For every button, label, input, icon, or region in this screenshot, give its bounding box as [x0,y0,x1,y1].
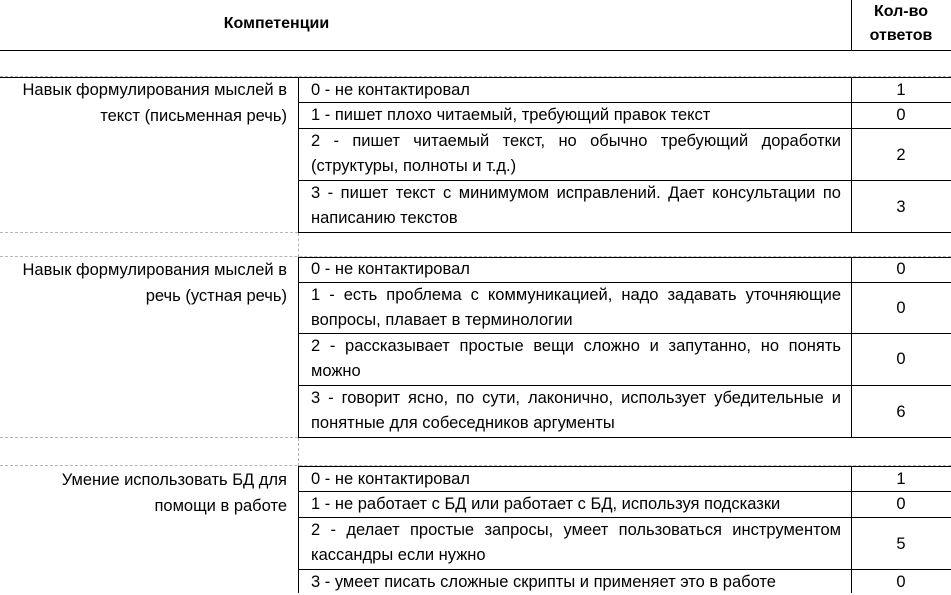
competency-label: Навык формулирования мыслей в речь (устная речь) [22,261,287,305]
answer-count: 0 [896,105,906,124]
competency-label: Навык формулирования мыслей в текст (письменная речь) [22,81,287,125]
level-description: 3 - говорит ясно, по сути, лаконично, использует убедительные и понятные для собеседников аргументы [311,389,841,432]
level-description: 1 - не работает с БД или работает с БД, используя подсказки [311,495,781,513]
row-border [298,569,951,570]
column-border [851,466,852,593]
level-description: 1 - пишет плохо читаемый, требующий правок текст [311,106,711,124]
header-competencies-label: Компетенции [223,15,330,32]
header-count-line2: ответов [869,27,933,44]
row-border [298,102,951,103]
row-border [298,466,951,467]
row-border [298,232,951,233]
level-description: 1 - есть проблема с коммуникацией, надо задавать уточняющие вопросы, плавает в терминологии [311,286,841,329]
answer-count: 0 [896,494,906,513]
level-description: 2 - пишет читаемый текст, но обычно требующий доработки (структуры, полноты и т.д.) [311,132,841,175]
header-answer-count [851,0,951,50]
column-border [298,257,299,438]
level-description: 0 - не контактировал [311,260,470,278]
answer-count: 0 [896,260,906,278]
level-description: 0 - не контактировал [311,470,470,488]
column-border [851,0,852,51]
answer-count: 6 [896,402,906,421]
level-description: 2 - рассказывает простые вещи сложно и запутанно, но понять можно [311,337,841,380]
level-description: 3 - пишет текст с минимумом исправлений. Дает консультации по написанию текстов [311,184,841,227]
answer-count: 0 [896,298,906,317]
answer-count: 1 [896,80,906,99]
row-border [298,491,951,492]
row-border [298,282,951,283]
spacer-gridline [298,438,299,466]
answer-count: 1 [896,469,906,488]
header-competencies [0,12,553,38]
column-border [298,77,299,233]
row-border [298,257,951,258]
row-border [298,77,951,78]
answer-count: 5 [896,534,906,553]
column-border [851,257,852,438]
row-border [298,437,951,438]
row-border [298,333,951,334]
answer-count: 3 [896,197,906,216]
column-border [851,77,852,233]
row-border [298,180,951,181]
row-border [298,385,951,386]
answer-count: 0 [896,350,906,368]
answer-count: 0 [896,572,906,591]
spacer-gridline [298,233,299,257]
row-border [298,517,951,518]
competency-label: Умение использовать БД для помощи в работе [61,471,287,515]
header-bottom-border [0,50,951,51]
level-description: 2 - делает простые запросы, умеет пользоваться инструментом кассандры если нужно [311,521,841,564]
spacer-gridline [0,437,298,438]
answer-count: 2 [896,145,906,164]
level-description: 0 - не контактировал [311,81,470,99]
section-top-border [0,77,298,78]
level-description: 3 - умеет писать сложные скрипты и применяет это в работе [311,573,776,591]
row-border [298,128,951,129]
spacer-gridline [0,232,298,233]
column-border [298,466,299,593]
header-count-line1: Кол-во [873,3,929,20]
